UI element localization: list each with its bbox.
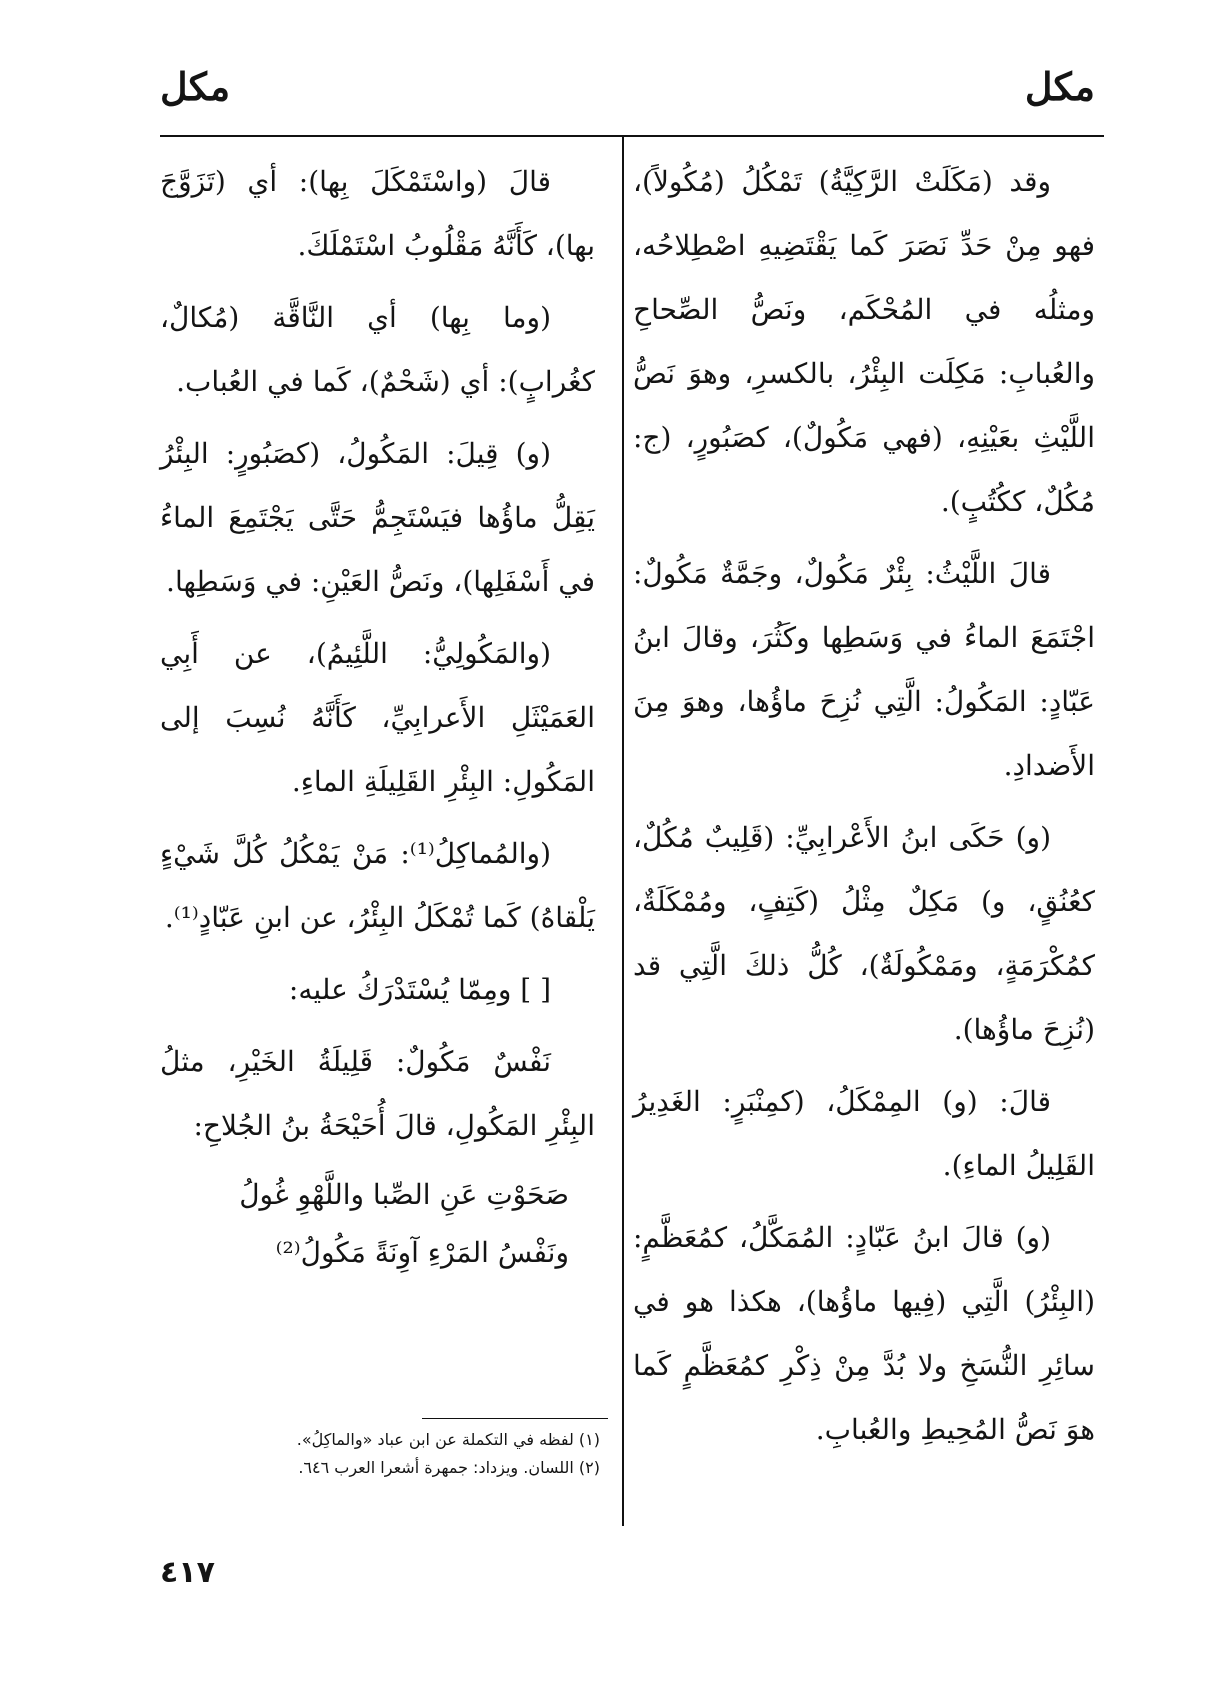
running-header-left: مكل — [160, 64, 231, 109]
footnote-1: (١) لفظه في التكملة عن ابن عباد «والماكِلُ». — [296, 1430, 600, 1449]
entry-paragraph: وقد (مَكَلَتْ الرَّكِيَّةُ) تَمْكُلُ (مُكُولاً)، فهو مِنْ حَدِّ نَصَرَ كَما يَقْتَضِيهِ اصْطِلاحُه، ومثلُه في المُحْكَم، ونَصُّ الصِّحاحِ والعُبابِ: مَكِلَت البِئْرُ، بالكسرِ، وهوَ نَصُّ اللَّيْثِ بعَيْنِهِ، (فهي مَكُولٌ)، كصَبُورٍ، (ج: مُكُلٌ، ككُتُبٍ). — [633, 165, 1095, 518]
running-header-right: مكل — [1024, 64, 1095, 109]
left-column — [160, 150, 595, 1282]
header-rule — [160, 135, 1104, 137]
poetry-verse — [160, 1166, 595, 1282]
entry-paragraph: (وما بِها) أي النَّاقَّة (مُكالٌ، كغُرابٍ): أي (شَحْمٌ)، كَما في العُباب. — [160, 301, 595, 398]
entry-paragraph: (والمَكُولِيُّ: اللَّئِيمُ)، عن أَبِي العَمَيْثَلِ الأَعرابِيِّ، كَأَنَّهُ نُسِبَ إلى المَكُولِ: البِئْرِ القَلِيلَةِ الماءِ. — [160, 637, 595, 798]
entry-paragraph: نَفْسٌ مَكُولٌ: قَلِيلَةُ الخَيْرِ، مثلُ البِئْرِ المَكُولِ، قالَ أُحَيْحَةُ بنُ الجُلاحِ: — [160, 1045, 595, 1142]
entry-paragraph: قالَ اللَّيْثُ: بِئْرٌ مَكُولٌ، وجَمَّةٌ مَكُولٌ: اجْتَمَعَ الماءُ في وَسَطِها وكَثُرَ، وقالَ ابنُ عَبّادٍ: المَكُولُ: الَّتِي نُزِحَ ماؤُها، وهوَ مِنَ الأَضدادِ. — [633, 557, 1095, 782]
entry-paragraph: قالَ (واسْتَمْكَلَ بِها): أي (تَزَوَّجَ بها)، كَأَنَّهُ مَقْلُوبُ اسْتَمْلَكَ. — [160, 165, 595, 262]
verse-line: صَحَوْتِ عَنِ الصِّبا واللَّهْوِ غُولُ — [239, 1178, 569, 1211]
column-divider — [622, 136, 624, 1526]
footnotes — [160, 1426, 600, 1482]
entry-paragraph: (و) قِيلَ: المَكُولُ، (كصَبُورٍ: البِئْرُ يَقِلُّ ماؤُها فيَسْتَجِمُّ حَتَّى يَجْتَمِعَ الماءُ في أَسْفَلِها)، ونَصُّ العَيْنِ: في وَسَطِها. — [160, 437, 595, 598]
entry-paragraph: (و) قالَ ابنُ عَبّادٍ: المُمَكَّلُ، كمُعَظَّمٍ: (البِئْرُ) الَّتِي (فِيها ماؤُها)، هكذا هو في سائِرِ النُّسَخِ ولا بُدَّ مِنْ ذِكْرِ كمُعَظَّمٍ كَما هوَ نَصُّ المُحِيطِ والعُبابِ. — [633, 1221, 1095, 1446]
page-number: ٤١٧ — [160, 1555, 215, 1590]
entry-paragraph: (و) حَكَى ابنُ الأَعْرابِيِّ: (قَلِيبٌ مُكُلٌ، كعُنُقٍ، و) مَكِلٌ مِثْلُ (كَتِفٍ، ومُمْكَلَةٌ، كمُكْرَمَةٍ، ومَمْكُولَةٌ)، كُلُّ ذلكَ الَّتِي قد (نُزِحَ ماؤُها). — [633, 821, 1095, 1046]
entry-paragraph: (والمُماكِلُ⁽¹⁾: مَنْ يَمْكُلُ كُلَّ شَيْءٍ يَلْقاهُ) كَما تُمْكَلُ البِئْرُ، عن ابنِ عَبّادٍ⁽¹⁾. — [160, 837, 595, 934]
entry-paragraph: [ ] ومِمّا يُسْتَدْرَكُ عليه: — [288, 973, 551, 1006]
entry-paragraph: قالَ: (و) المِمْكَلُ، (كمِنْبَرٍ: الغَدِيرُ القَلِيلُ الماءِ). — [633, 1085, 1095, 1182]
verse-line: ونَفْسُ المَرْءِ آوِنَةً مَكُولُ⁽²⁾ — [275, 1236, 569, 1269]
footnote-2: (٢) اللسان. ويزداد: جمهرة أشعرا العرب ٦٤٦. — [298, 1458, 600, 1477]
footnote-rule — [422, 1418, 608, 1419]
right-column — [633, 150, 1095, 1470]
